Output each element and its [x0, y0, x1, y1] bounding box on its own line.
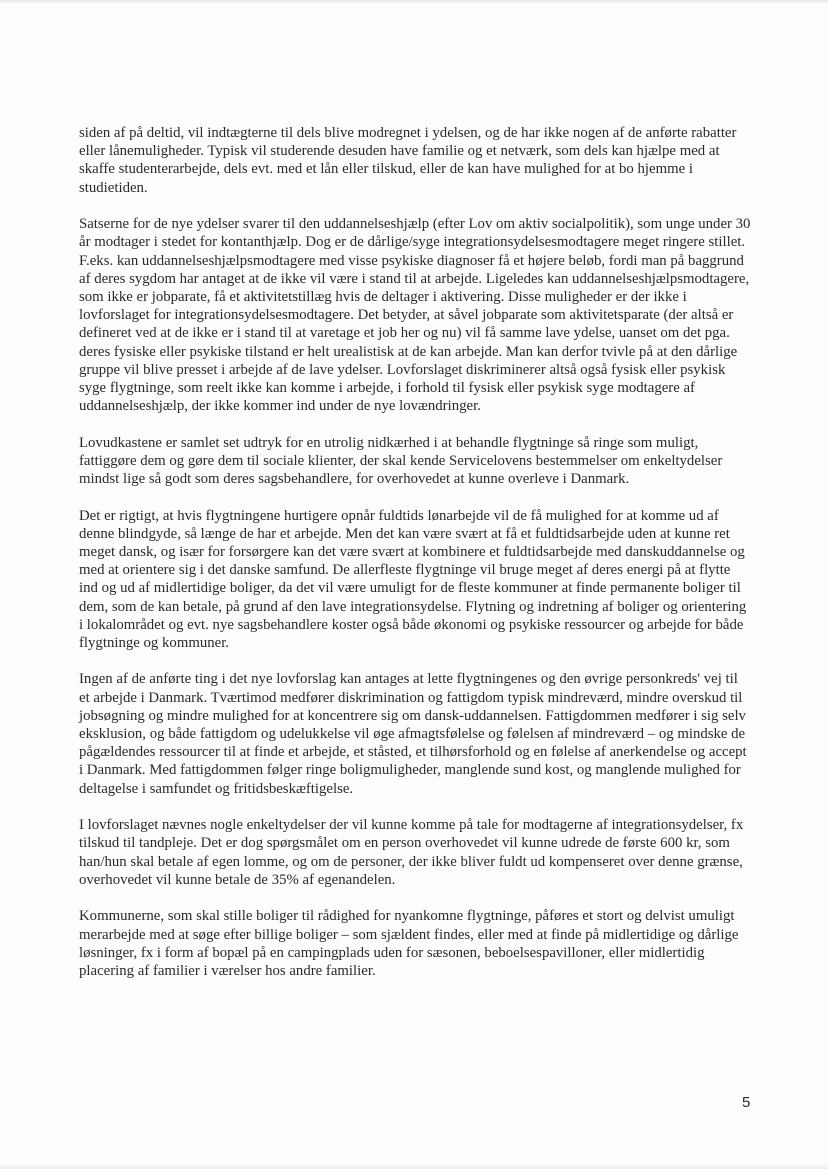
scan-edge-bottom — [0, 1163, 828, 1169]
page-number: 5 — [742, 1094, 751, 1111]
scan-edge-top — [0, 0, 828, 4]
paragraph: Det er rigtigt, at hvis flygtningene hurtigere opnår fuldtids lønarbejde vil de få mulighed for at komme ud af denne blindgyde, så længe de har et arbejde. Men det kan være svært at få et fuldtidsarbejde uden at kunne ret meget dansk, og især for forsørgere kan det være svært at kombinere et fuldtidsarbejde med danskuddannelse og med at orientere sig i det danske samfund. De allerfleste flygtninge vil bruge meget af deres energi på at flytte ind og ud af midlertidige boliger, da det vil være umuligt for de fleste kommuner at finde permanente boliger til dem, som de kan betale, på grund af den lave integrationsydelse. Flytning og indretning af boliger og orientering i lokalområdet og evt. nye sagsbehandlere koster også både økonomi og psykiske ressourcer og arbejde for både flygtninge og kommuner. — [79, 507, 747, 651]
paragraph: siden af på deltid, vil indtægterne til dels blive modregnet i ydelsen, og de har ikke nogen af de anførte rabatter eller lånemuligheder. Typisk vil studerende desuden have familie og et netværk, som dels kan hjælpe med at skaffe studenterarbejde, dels evt. med et lån eller tilskud, eller de kan have mulighed for at bo hjemme i studietiden. — [79, 125, 737, 196]
body-text — [79, 124, 751, 998]
paragraph: Kommunerne, som skal stille boliger til rådighed for nyankomne flygtninge, påføres et stort og delvist umuligt merarbejde med at søge efter billige boliger – som sjældent findes, eller med at finde på midlertidige og dårlige løsninger, fx i form af bopæl på en campingplads uden for sæsonen, beboelsespavilloner, eller midlertidig placering af familier i værelser hos andre familier. — [79, 908, 739, 979]
paragraph: Satserne for de nye ydelser svarer til den uddannelseshjælp (efter Lov om aktiv socialpolitik), som unge under 30 år modtager i stedet for kontanthjælp. Dog er de dårlige/syge integrationsydelsesmodtagere meget ringere stillet. F.eks. kan uddannelseshjælpsmodtagere med visse psykiske diagnoser få et højere beløb, fordi man på baggrund af deres sygdom har antaget at de ikke vil være i stand til at arbejde. Ligeledes kan uddannelseshjælpsmodtagere, som ikke er jobparate, få et aktivitetstillæg hvis de deltager i aktivering. Disse muligheder er der ikke i lovforslaget for integrationsydelsesmodtagere. Det betyder, at såvel jobparate som aktivitetsparate (der altså er defineret ved at de ikke er i stand til at varetage et job her og nu) vil få samme lave ydelse, uanset om det pga. deres fysiske eller psykiske tilstand er helt urealistisk at de kan arbejde. Man kan derfor tvivle på at den dårlige gruppe vil blive presset i arbejde af de lave ydelser. Lovforslaget diskriminerer altså også fysisk eller psykisk syge flygtninge, som reelt ikke kan komme i arbejde, i forhold til fysisk eller psykisk syge modtagere af uddannelseshjælp, der ikke kommer ind under de nye lovændringer. — [79, 216, 751, 415]
paragraph: I lovforslaget nævnes nogle enkeltydelser der vil kunne komme på tale for modtagerne af integrationsydelser, fx tilskud til tandpleje. Det er dog spørgsmålet om en person overhovedet vil kunne udrede de første 600 kr, som han/hun skal betale af egen lomme, og om de personer, der ikke bliver fuldt ud kompenseret over denne grænse, overhovedet vil kunne betale de 35% af egenandelen. — [79, 817, 744, 888]
paragraph: Lovudkastene er samlet set udtryk for en utrolig nidkærhed i at behandle flygtninge så ringe som muligt, fattiggøre dem og gøre dem til sociale klienter, der skal kende Servicelovens bestemmelser om enkeltydelser mindst lige så godt som deres sagsbehandlere, for overhovedet at kunne overleve i Danmark. — [79, 434, 723, 488]
paragraph: Ingen af de anførte ting i det nye lovforslag kan antages at lette flygtningenes og den øvrige personkreds' vej til et arbejde i Danmark. Tværtimod medfører diskrimination og fattigdom typisk mindreværd, mindre overskud til jobsøgning og mindre mulighed for at koncentrere sig om dansk-uddannelsen. Fattigdommen medfører i sig selv eksklusion, og både fattigdom og udelukkelse vil øge afmagtsfølelse og følelsen af mindreværd – og mindske de pågældendes ressourcer til at finde et arbejde, et ståsted, et tilhørsforhold og en følelse af anerkendelse og accept i Danmark. Med fattigdommen følger ringe boligmuligheder, manglende sund kost, og manglende mulighed for deltagelse i samfundet og fritidsbeskæftigelse. — [79, 671, 747, 797]
